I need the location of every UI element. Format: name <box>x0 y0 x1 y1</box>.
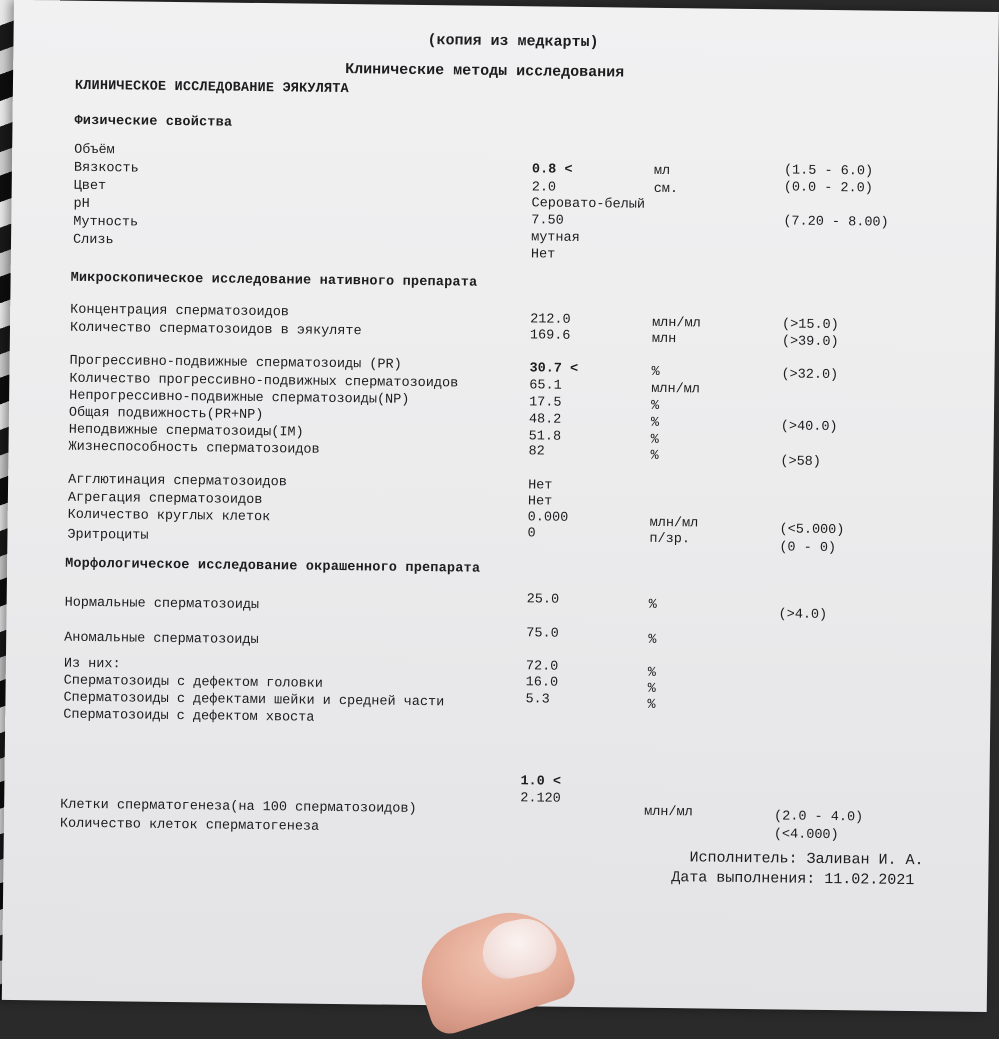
label-spermatogenesis-count: Количество клеток сперматогенеза <box>59 816 320 835</box>
label-head-defect: Сперматозоиды с дефектом головки <box>63 673 324 692</box>
ref-volume: (1.5 - 6.0) <box>783 163 874 180</box>
row-value: 169.6 <box>529 328 571 344</box>
ref-viscosity: (0.0 - 2.0) <box>783 180 873 197</box>
value-turbidity: мутная <box>531 230 580 246</box>
row-value: 30.7 < <box>529 361 579 377</box>
ref-ph: (7.20 - 8.00) <box>783 214 889 231</box>
unit-normal: % <box>648 597 657 613</box>
label-abnormal: Аномальные сперматозоиды <box>64 630 259 649</box>
row-label: Агглютинация сперматозоидов <box>68 472 287 491</box>
row-label: Неподвижные сперматозоиды(IM) <box>68 422 304 441</box>
ref-normal: (>4.0) <box>778 607 828 623</box>
unit-abnormal: % <box>648 632 657 648</box>
row-unit: % <box>650 432 659 448</box>
row-value: 48.2 <box>528 412 562 428</box>
section-microscopy: Микроскопическое исследование нативного препарата <box>70 270 478 291</box>
value-normal: 25.0 <box>526 592 560 608</box>
label-neck-defect: Сперматозоиды с дефектами шейки и средней части <box>63 690 445 711</box>
value-abnormal: 75.0 <box>526 626 559 642</box>
unit-spermatogenesis: млн/мл <box>644 804 693 821</box>
row-ref: (>15.0) <box>781 317 839 334</box>
row-value: Нет <box>528 478 553 494</box>
row-label: Эритроциты <box>67 527 149 544</box>
row-unit: % <box>650 448 659 464</box>
section-morphology: Морфологическое исследование окрашенного препарата <box>65 556 481 577</box>
row-label: Агрегация сперматозоидов <box>67 490 263 509</box>
label-spermatogenesis-cells: Клетки сперматогенеза(на 100 сперматозоидов) <box>60 797 417 817</box>
report-title: Клинические методы исследования <box>345 61 625 82</box>
row-ref: (<5.000) <box>779 522 845 539</box>
row-unit: млн/мл <box>651 381 700 398</box>
unit-volume: мл <box>653 163 671 180</box>
row-ref: (>58) <box>780 454 822 470</box>
label-volume: Объём <box>74 142 115 159</box>
row-label: Концентрация сперматозоидов <box>70 302 290 321</box>
section-physical: Физические свойства <box>74 113 233 131</box>
row-value: 212.0 <box>530 312 571 328</box>
label-color: Цвет <box>73 178 107 195</box>
row-ref: (>39.0) <box>781 334 839 351</box>
unit-tail-defect: % <box>647 697 656 713</box>
value-viscosity: 2.0 <box>531 180 557 196</box>
unit-head-defect: % <box>647 665 657 681</box>
row-label: Непрогрессивно-подвижные сперматозоиды(NP) <box>69 388 410 408</box>
row-value: 0 <box>527 526 536 542</box>
row-unit: млн <box>651 331 677 348</box>
row-unit: % <box>650 398 660 414</box>
label-of-them: Из них: <box>63 656 121 673</box>
value-spermatogenesis-cells: 1.0 < <box>520 774 562 790</box>
row-value: 17.5 <box>529 395 562 411</box>
performer: Исполнитель: Заливан И. А. <box>689 849 924 870</box>
row-label: Количество прогрессивно-подвижных сперматозоидов <box>69 371 459 392</box>
row-unit: % <box>651 364 660 380</box>
row-ref: (>40.0) <box>780 419 838 436</box>
value-mucus: Нет <box>530 247 556 263</box>
lab-report-sheet <box>2 0 999 1012</box>
row-unit: % <box>650 415 660 431</box>
row-value: Нет <box>527 494 553 510</box>
value-ph: 7.50 <box>531 213 564 229</box>
label-mucus: Слизь <box>72 232 114 249</box>
row-label: Общая подвижность(PR+NP) <box>68 405 264 424</box>
value-color: Серовато-белый <box>531 196 646 213</box>
row-label: Количество круглых клеток <box>67 507 271 526</box>
row-value: 51.8 <box>528 429 562 445</box>
unit-viscosity: см. <box>653 181 679 198</box>
value-tail-defect: 5.3 <box>525 692 550 708</box>
value-neck-defect: 16.0 <box>525 675 559 691</box>
row-unit: млн/мл <box>649 515 699 532</box>
label-turbidity: Мутность <box>73 214 139 231</box>
label-viscosity: Вязкость <box>73 160 139 177</box>
label-tail-defect: Сперматозоиды с дефектом хвоста <box>63 707 315 726</box>
study-title: КЛИНИЧЕСКОЕ ИССЛЕДОВАНИЕ ЭЯКУЛЯТА <box>74 78 349 98</box>
row-ref: (>32.0) <box>781 367 839 384</box>
row-value: 0.000 <box>527 510 569 526</box>
row-value: 65.1 <box>529 378 562 394</box>
value-spermatogenesis-count: 2.120 <box>520 791 561 807</box>
ref-spermatogenesis-count: (<4.000) <box>773 827 839 844</box>
ref-spermatogenesis-cells: (2.0 - 4.0) <box>773 809 864 826</box>
row-value: 82 <box>528 444 545 460</box>
unit-neck-defect: % <box>647 681 656 697</box>
row-ref: (0 - 0) <box>779 540 837 557</box>
row-label: Количество сперматозоидов в эякуляте <box>69 320 362 340</box>
label-normal: Нормальные сперматозоиды <box>64 595 260 614</box>
row-label: Прогрессивно-подвижные сперматозоиды (PR) <box>69 353 402 373</box>
label-ph: pH <box>73 196 90 212</box>
completion-date: Дата выполнения: 11.02.2021 <box>671 869 915 890</box>
row-unit: п/зр. <box>649 531 691 548</box>
row-unit: млн/мл <box>652 315 701 332</box>
value-volume: 0.8 < <box>531 162 573 178</box>
row-label: Жизнеспособность сперматозоидов <box>68 439 320 458</box>
copy-note: (копия из медкарты) <box>427 32 599 52</box>
value-head-defect: 72.0 <box>525 659 559 675</box>
